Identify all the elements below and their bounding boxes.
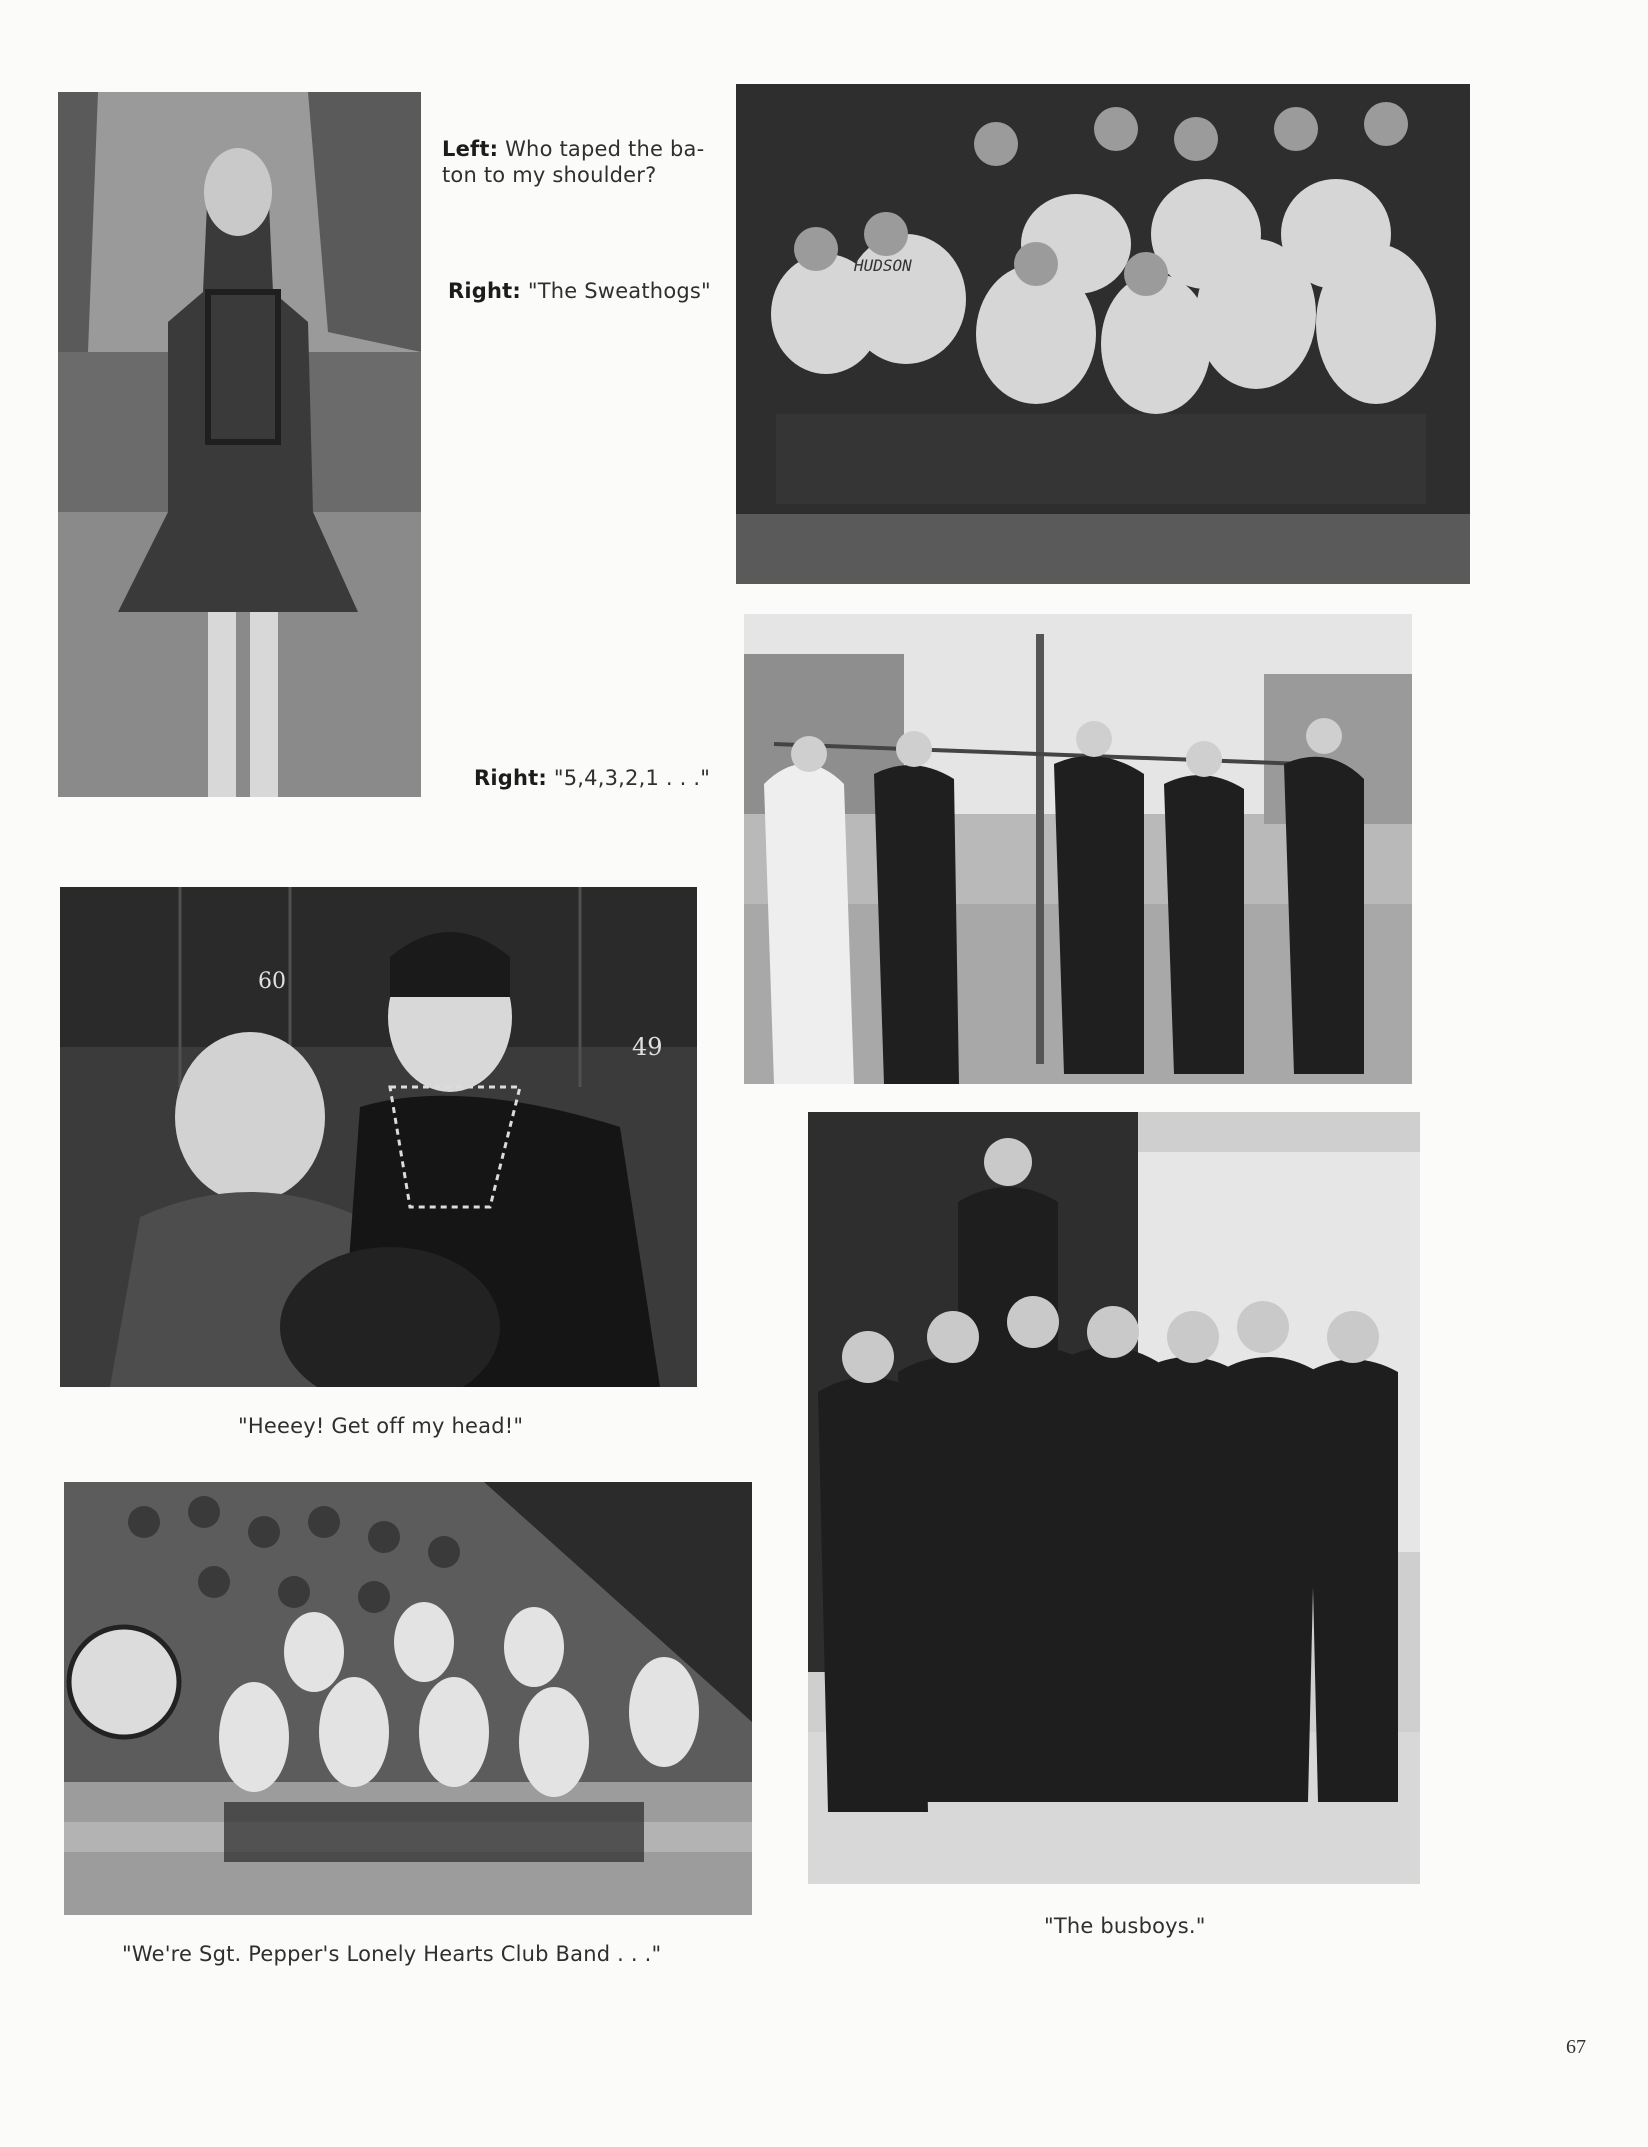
caption-right2-text: "5,4,3,2,1 . . ." (553, 766, 711, 790)
photo-busboys (808, 1112, 1420, 1884)
caption-left (442, 136, 712, 188)
page-number: 67 (1566, 2036, 1586, 2058)
caption-left-text: Who taped the ba- ton to my shoulder? (442, 137, 705, 187)
photo-sweathogs (736, 84, 1470, 584)
photo-majorette (58, 92, 421, 797)
caption-right1-text: "The Sweathogs" (527, 279, 711, 303)
caption-busboys: "The busboys." (1044, 1914, 1206, 1938)
photo-get-off-my-head (60, 887, 697, 1387)
locker-number-60: 60 (258, 969, 286, 994)
caption-right1-label: Right: (448, 279, 521, 303)
caption-right-countdown (474, 765, 724, 791)
caption-band: "We're Sgt. Pepper's Lonely Hearts Club Band . . ." (122, 1942, 662, 1966)
caption-right-sweathogs (448, 278, 728, 304)
photo-band (64, 1482, 752, 1915)
caption-right2-label: Right: (474, 766, 547, 790)
photo-antenna (744, 614, 1412, 1084)
jersey-hudson-text: HUDSON (854, 256, 912, 275)
caption-get-off-my-head: "Heeey! Get off my head!" (238, 1414, 524, 1438)
locker-number-49: 49 (632, 1033, 663, 1061)
caption-left-label: Left: (442, 137, 499, 161)
